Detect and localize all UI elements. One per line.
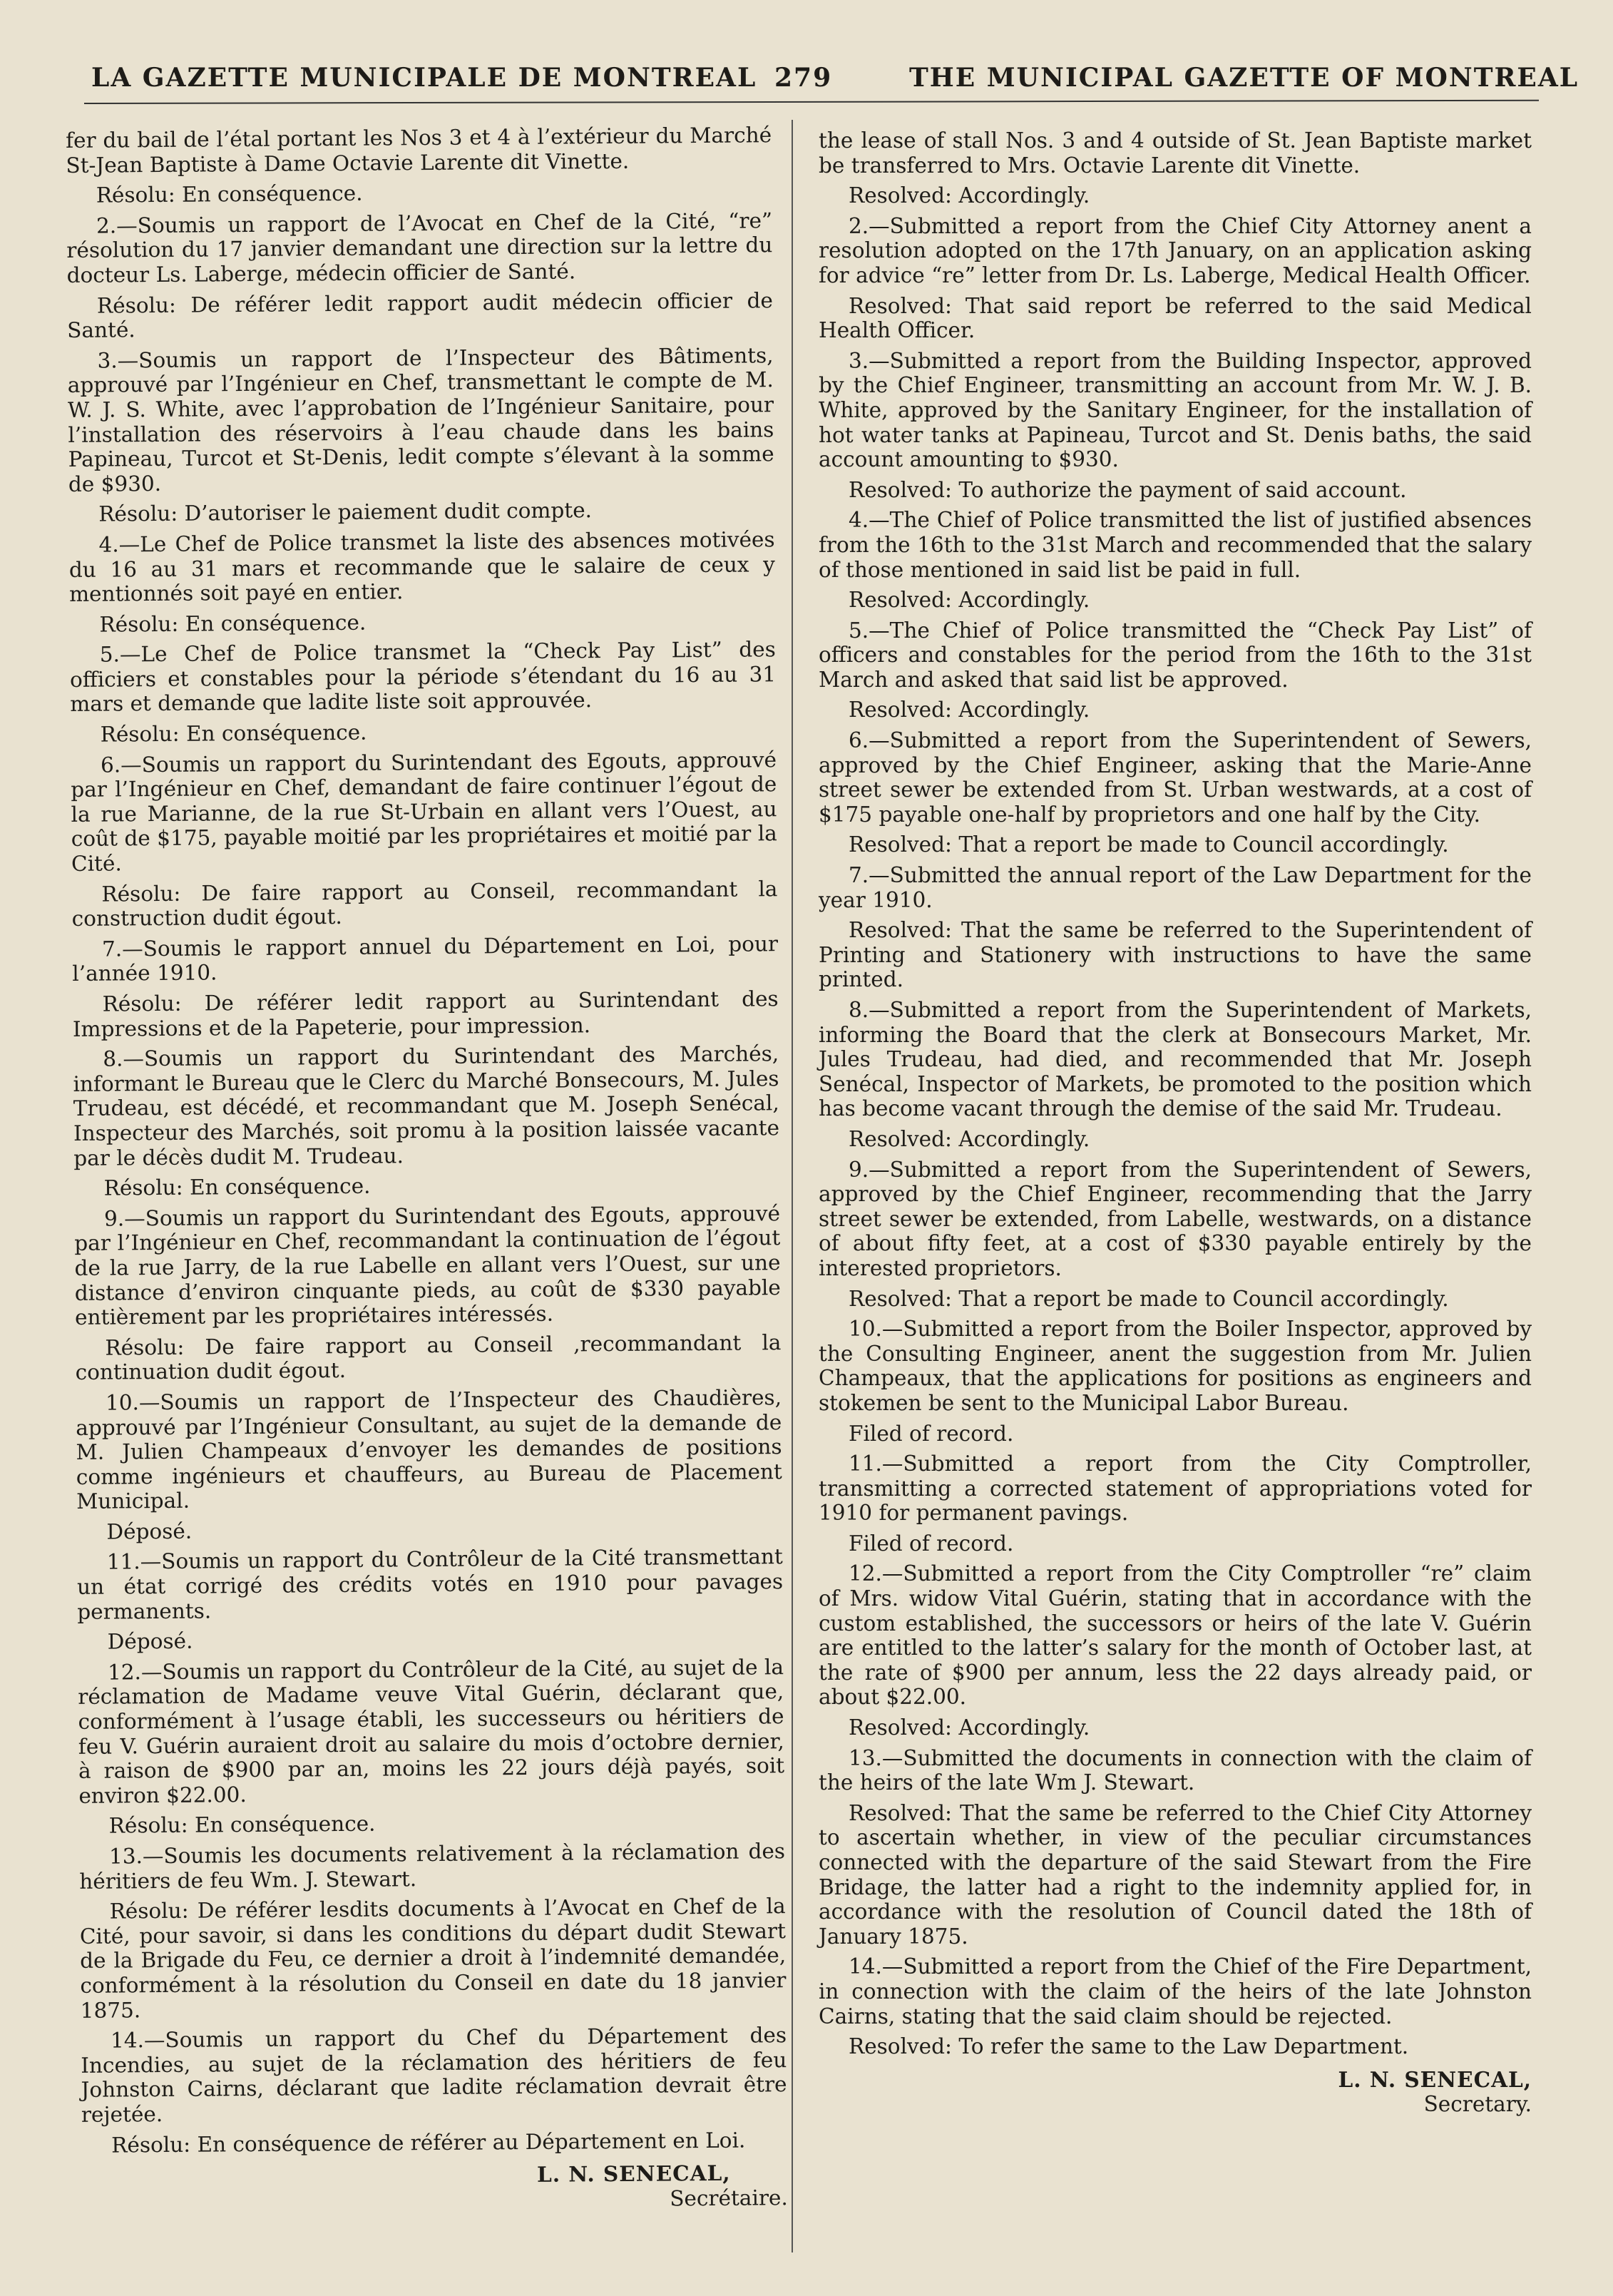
- french-paragraph: Résolu: En conséquence.: [99, 610, 367, 637]
- french-paragraph: 13.—Soumis les documents relativement à la réclamation des héritiers de feu Wm. J. Stewart.: [79, 1839, 786, 1894]
- english-paragraph: Resolved: Accordingly.: [849, 1126, 1090, 1151]
- french-paragraph: 6.—Soumis un rapport du Surintendant des Egouts, approuvé par l’Ingénieur en Chef, demandant de faire continuer l’égout de la rue Marianne, de la rue St-Urbain en allant vers l’Ouest, au coût de $175, payable moitié par les propriétaires et moitié par la Cité.: [71, 747, 777, 876]
- french-paragraph: 10.—Soumis un rapport de l’Inspecteur des Chaudières, approuvé par l’Ingénieur Consultant, au sujet de la demande de M. Julien Champeaux d’envoyer les demandes de positions comme ingénieurs et chauffeurs, au Bureau de Placement Municipal.: [76, 1385, 782, 1514]
- french-paragraph: Résolu: En conséquence de référer au Département en Loi.: [111, 2128, 746, 2158]
- header-french-title: LA GAZETTE MUNICIPALE DE MONTREAL: [91, 63, 757, 93]
- french-paragraph: Résolu: En conséquence.: [103, 1173, 371, 1200]
- french-paragraph: 11.—Soumis un rapport du Contrôleur de la Cité transmettant un état corrigé des crédits votés en 1910 pour pavages permanents.: [76, 1544, 784, 1624]
- english-paragraph: 3.—Submitted a report from the Building Inspector, approved by the Chief Engineer, transmitting an account from Mr. W. J. B. White, approved by the Sanitary Engineer, for the installation of hot water tanks at Papineau, Turcot and St. Denis baths, the said account amounting to $930.: [819, 348, 1532, 472]
- french-paragraph: Résolu: De référer ledit rapport au Surintendant des Impressions et de la Papeterie, pour impression.: [72, 986, 779, 1041]
- english-paragraph: 12.—Submitted a report from the City Comptroller “re” claim of Mrs. widow Vital Guérin, stating that in accordance with the custom established, the successors or heirs of the late V. Guérin are entitled to the latter’s salary for the month of October last, at the rate of $900 per annum, less the 22 days already paid, or about $22.00.: [819, 1561, 1532, 1710]
- english-paragraph: Resolved: That the same be referred to the Chief City Attorney to ascertain whether, in view of the peculiar circumstances connected with the departure of the said Stewart from the Fire Bridage, the latter had a right to the indemnity applied for, in accordance with the resolution of Council dated the 18th of January 1875.: [819, 1800, 1532, 1949]
- english-signature-name: L. N. SENECAL,: [1338, 2066, 1532, 2092]
- french-paragraph: 7.—Soumis le rapport annuel du Département en Loi, pour l’année 1910.: [72, 932, 779, 986]
- french-paragraph: 3.—Soumis un rapport de l’Inspecteur des Bâtiments, approuvé par l’Ingénieur en Chef, transmettant le compte de M. W. J. S. White, avec l’approbation de l’Ingénieur Sanitaire, pour l’installation des réservoirs à l’eau chaude dans les bains Papineau, Turcot et St-Denis, ledit compte s’élevant à la somme de $930.: [67, 342, 774, 496]
- french-paragraph: Déposé.: [107, 1628, 193, 1654]
- english-paragraph: 10.—Submitted a report from the Boiler Inspector, approved by the Consulting Engineer, anent the suggestion from Mr. Julien Champeaux, that the applications for positions as engineers and stokemen be sent to the Municipal Labor Bureau.: [819, 1317, 1532, 1415]
- french-paragraph: Résolu: De référer ledit rapport audit médecin officier de Santé.: [67, 287, 774, 343]
- header-english-title: THE MUNICIPAL GAZETTE OF MONTREAL: [909, 63, 1579, 93]
- english-paragraph: 11.—Submitted a report from the City Comptroller, transmitting a corrected statement of appropriations voted for 1910 for permanent pavings.: [819, 1451, 1532, 1526]
- french-paragraph: 5.—Le Chef de Police transmet la “Check Pay List” des officiers et constables pour la période s’étendant du 16 au 31 mars et demande que ladite liste soit approuvée.: [69, 637, 777, 717]
- french-signature-name: L. N. SENECAL,: [536, 2160, 731, 2188]
- french-paragraph: 2.—Soumis un rapport de l’Avocat en Chef de la Cité, “re” résolution du 17 janvier demandant une direction sur la lettre du docteur Ls. Laberge, médecin officier de Santé.: [66, 208, 773, 287]
- english-paragraph: 13.—Submitted the documents in connection with the claim of the heirs of the late Wm J. Stewart.: [819, 1745, 1532, 1795]
- column-divider: [792, 120, 793, 2252]
- english-paragraph: Resolved: That a report be made to Council accordingly.: [849, 832, 1449, 857]
- english-paragraph: Resolved: To authorize the payment of said account.: [849, 477, 1407, 502]
- english-paragraph: Resolved: That a report be made to Council accordingly.: [849, 1286, 1449, 1311]
- french-paragraph: Résolu: De faire rapport au Conseil ,recommandant la continuation dudit égout.: [75, 1330, 782, 1385]
- page-number: 279: [774, 63, 833, 93]
- french-paragraph: fer du bail de l’étal portant les Nos 3 et 4 à l’extérieur du Marché St-Jean Baptiste à Dame Octavie Larente dit Vinette.: [66, 123, 772, 178]
- english-paragraph: 2.—Submitted a report from the Chief City Attorney anent a resolution adopted on the 17th January, on an application asking for advice “re” letter from Dr. Ls. Laberge, Medical Health Officer.: [819, 213, 1532, 287]
- french-paragraph: Résolu: De référer lesdits documents à l’Avocat en Chef de la Cité, pour savoir, si dans les conditions du départ dudit Stewart de la Brigade du Feu, ce dernier a droit à l’indemnité demandée, conformément à la résolution du Conseil en date du 18 janvier 1875.: [79, 1894, 787, 2023]
- french-paragraph: Résolu: D’autoriser le paiement dudit compte.: [98, 498, 593, 526]
- french-signature-title: Secrétaire.: [670, 2185, 788, 2211]
- english-paragraph: Resolved: That the same be referred to the Superintendent of Printing and Stationery with instructions to have the same printed.: [819, 918, 1532, 992]
- french-paragraph: Résolu: De faire rapport au Conseil, recommandant la construction dudit égout.: [71, 876, 778, 932]
- french-paragraph: 12.—Soumis un rapport du Contrôleur de la Cité, au sujet de la réclamation de Madame veuve Vital Guérin, déclarant que, conformément à l’usage établi, les successeurs ou héritiers de feu V. Guérin auraient droit au salaire du mois d’octobre dernier, à raison de $900 par an, moins les 22 jours déjà payés, soit environ $22.00.: [78, 1655, 785, 1808]
- english-paragraph: Resolved: To refer the same to the Law Department.: [849, 2034, 1409, 2059]
- english-paragraph: 8.—Submitted a report from the Superintendent of Markets, informing the Board that the clerk at Bonsecours Market, Mr. Jules Trudeau, had died, and recommended that Mr. Joseph Senécal, Inspector of Markets, be promoted to the position which has become vacant through the demise of the said Mr. Trudeau.: [819, 998, 1532, 1121]
- english-paragraph: 5.—The Chief of Police transmitted the “Check Pay List” of officers and constables for the period from the 16th to the 31st March and asked that said list be approved.: [819, 618, 1532, 692]
- english-paragraph: Resolved: Accordingly.: [849, 183, 1090, 208]
- english-column: [819, 128, 1532, 2117]
- english-paragraph: Resolved: Accordingly.: [849, 698, 1090, 723]
- french-paragraph: Déposé.: [106, 1519, 193, 1544]
- header-rule: [84, 100, 1539, 104]
- french-paragraph: 4.—Le Chef de Police transmet la liste des absences motivées du 16 au 31 mars et recommande que le salaire de ceux y mentionnés soit payé en entier.: [68, 527, 775, 607]
- english-paragraph: 7.—Submitted the annual report of the Law Department for the year 1910.: [819, 863, 1532, 912]
- english-signature-title: Secretary.: [1423, 2092, 1532, 2117]
- english-paragraph: the lease of stall Nos. 3 and 4 outside of St. Jean Baptiste market be transferred to Mrs. Octavie Larente dit Vinette.: [819, 128, 1532, 178]
- french-paragraph: 14.—Soumis un rapport du Chef du Département des Incendies, au sujet de la réclamation des héritiers de feu Johnston Cairns, déclarant que ladite réclamation devrait être rejetée.: [81, 2023, 787, 2127]
- english-paragraph: Resolved: That said report be referred to the said Medical Health Officer.: [819, 293, 1532, 343]
- english-paragraph: Resolved: Accordingly.: [849, 1715, 1090, 1740]
- english-paragraph: 9.—Submitted a report from the Superintendent of Sewers, approved by the Chief Engineer, recommending that the Jarry street sewer be extended, from Labelle, westwards, on a distance of about fifty feet, at a cost of $330 payable entirely by the interested proprietors.: [819, 1157, 1532, 1280]
- english-paragraph: Filed of record.: [849, 1531, 1014, 1556]
- english-paragraph: 14.—Submitted a report from the Chief of the Fire Department, in connection with the claim of the heirs of the late Johnston Cairns, stating that the said claim should be rejected.: [819, 1954, 1532, 2029]
- french-paragraph: 9.—Soumis un rapport du Surintendant des Egouts, approuvé par l’Ingénieur en Chef, recommandant la continuation de l’égout de la rue Jarry, de la rue Labelle en allant vers l’Ouest, sur une distance d’environ cinquante pieds, au coût de $330 payable entièrement par les propriétaires intéressés.: [74, 1200, 781, 1330]
- french-paragraph: Résolu: En conséquence.: [100, 720, 367, 747]
- english-paragraph: Filed of record.: [849, 1421, 1014, 1446]
- english-paragraph: Resolved: Accordingly.: [849, 588, 1090, 613]
- french-paragraph: 8.—Soumis un rapport du Surintendant des Marchés, informant le Bureau que le Clerc du Marché Bonsecours, M. Jules Trudeau, est décédé, et recommandant que M. Joseph Senécal, Inspecteur des Marchés, soit promu à la position laissée vacante par le décès dudit M. Trudeau.: [73, 1041, 780, 1170]
- english-paragraph: 6.—Submitted a report from the Superintendent of Sewers, approved by the Chief Engineer, asking that the Marie-Anne street sewer be extended from St. Urban westwards, at a cost of $175 payable one-half by proprietors and one half by the City.: [819, 728, 1532, 827]
- french-paragraph: Résolu: En conséquence.: [108, 1812, 376, 1839]
- french-paragraph: Résolu: En conséquence.: [96, 180, 363, 208]
- french-column: [66, 123, 788, 2215]
- english-paragraph: 4.—The Chief of Police transmitted the list of justified absences from the 16th to the 31st March and recommended that the salary of those mentioned in said list be paid in full.: [819, 508, 1532, 582]
